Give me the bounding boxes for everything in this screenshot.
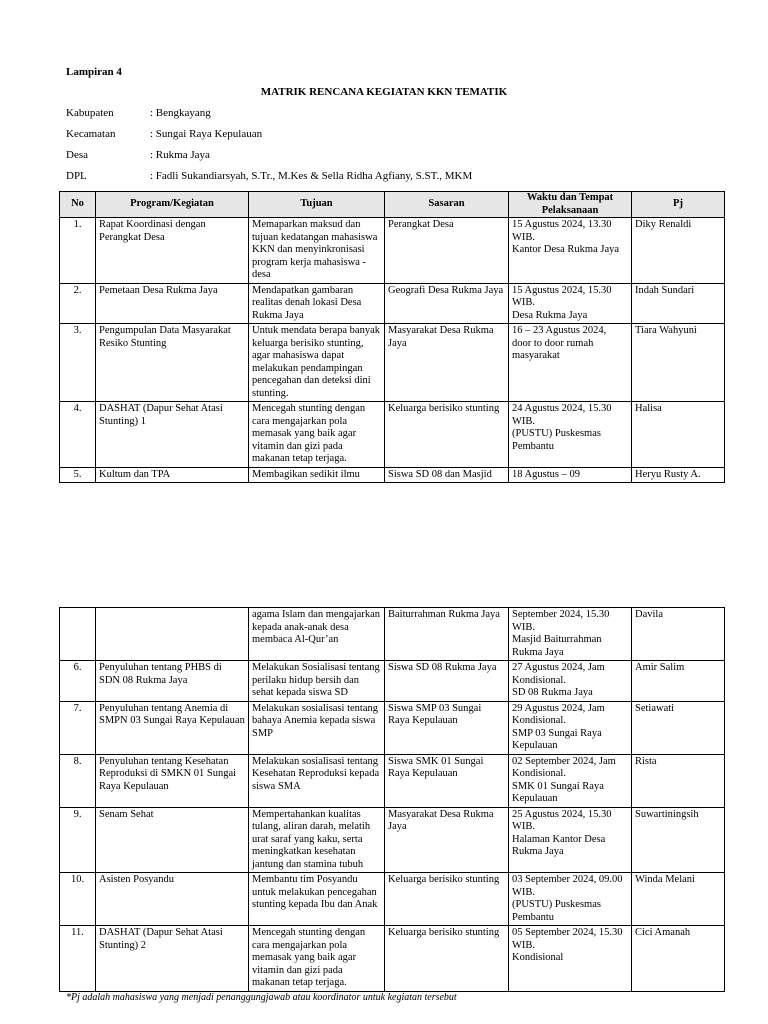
document-title: MATRIK RENCANA KEGIATAN KKN TEMATIK [260,86,508,98]
cell-sasaran: Siswa SMK 01 Sungai Raya Kepulauan [385,754,509,807]
cell-tujuan: Mempertahankan kualitas tulang, aliran darah, melatih urat saraf yang kaku, serta meningkatkan kesehatan jantung dan stamina tubuh [249,807,385,873]
table-row [60,873,725,926]
cell-no: 7. [60,701,96,754]
cell-waktu: 29 Agustus 2024, Jam Kondisional. SMP 03 Sungai Raya Kepulauan [509,701,632,754]
cell-sasaran: Masyarakat Desa Rukma Jaya [385,807,509,873]
cell-program: Rapat Koordinasi dengan Perangkat Desa [96,218,249,284]
cell-program: Penyuluhan tentang PHBS di SDN 08 Rukma Jaya [96,661,249,702]
cell-program: Pengumpulan Data Masyarakat Resiko Stunting [96,324,249,402]
cell-tujuan: Memaparkan maksud dan tujuan kedatangan mahasiswa KKN dan menyinkronisasi program kerja mahasiswa - desa [249,218,385,284]
cell-program: Penyuluhan tentang Anemia di SMPN 03 Sungai Raya Kepulauan [96,701,249,754]
cell-waktu: September 2024, 15.30 WIB. Masjid Baiturrahman Rukma Jaya [509,608,632,661]
meta-kabupaten: Kabupaten : Bengkayang [66,107,211,119]
table-row [60,402,725,468]
header-no: No [60,192,96,218]
cell-tujuan: agama Islam dan mengajarkan kepada anak-anak desa membaca Al-Qur’an [249,608,385,661]
cell-no: 5. [60,467,96,483]
cell-pj: Davila [632,608,725,661]
header-pj: Pj [632,192,725,218]
cell-no [60,608,96,661]
cell-no: 1. [60,218,96,284]
footnote: *Pj adalah mahasiswa yang menjadi penanggungjawab atau koordinator untuk kegiatan tersebut [66,992,457,1003]
cell-no: 6. [60,661,96,702]
cell-waktu: 05 September 2024, 15.30 WIB. Kondisional [509,926,632,992]
cell-no: 9. [60,807,96,873]
cell-pj: Rista [632,754,725,807]
cell-sasaran: Geografi Desa Rukma Jaya [385,283,509,324]
table-row [60,467,725,483]
cell-no: 10. [60,873,96,926]
cell-tujuan: Membantu tim Posyandu untuk melakukan pencegahan stunting kepada Ibu dan Anak [249,873,385,926]
cell-tujuan: Melakukan Sosialisasi tentang perilaku hidup bersih dan sehat kepada siswa SD [249,661,385,702]
cell-sasaran: Perangkat Desa [385,218,509,284]
attachment-label: Lampiran 4 [66,66,122,78]
cell-pj: Indah Sundari [632,283,725,324]
table-row [60,283,725,324]
cell-pj: Winda Melani [632,873,725,926]
cell-waktu: 18 Agustus – 09 [509,467,632,483]
cell-no: 11. [60,926,96,992]
cell-sasaran: Siswa SD 08 dan Masjid [385,467,509,483]
cell-program: Penyuluhan tentang Kesehatan Reproduksi di SMKN 01 Sungai Raya Kepulauan [96,754,249,807]
cell-tujuan: Mencegah stunting dengan cara mengajarkan pola memasak yang baik agar vitamin dan gizi pada makanan tetap terjaga. [249,402,385,468]
cell-waktu: 16 – 23 Agustus 2024, door to door rumah masyarakat [509,324,632,402]
header-sasaran: Sasaran [385,192,509,218]
meta-desa: Desa : Rukma Jaya [66,149,210,161]
table-row [60,661,725,702]
meta-kecamatan: Kecamatan : Sungai Raya Kepulauan [66,128,263,140]
table-row [60,701,725,754]
cell-pj: Cici Amanah [632,926,725,992]
cell-tujuan: Melakukan sosialisasi tentang bahaya Anemia kepada siswa SMP [249,701,385,754]
cell-sasaran: Baiturrahman Rukma Jaya [385,608,509,661]
table-row [60,608,725,661]
cell-sasaran: Keluarga berisiko stunting [385,926,509,992]
cell-no: 2. [60,283,96,324]
activity-table-page2 [59,607,725,992]
header-waktu: Waktu dan Tempat Pelaksanaan [509,192,632,218]
cell-tujuan: Membagikan sedikit ilmu [249,467,385,483]
cell-program: DASHAT (Dapur Sehat Atasi Stunting) 2 [96,926,249,992]
cell-sasaran: Siswa SD 08 Rukma Jaya [385,661,509,702]
cell-waktu: 15 Agustus 2024, 13.30 WIB. Kantor Desa Rukma Jaya [509,218,632,284]
cell-sasaran: Keluarga berisiko stunting [385,402,509,468]
cell-sasaran: Masyarakat Desa Rukma Jaya [385,324,509,402]
cell-program: Pemetaan Desa Rukma Jaya [96,283,249,324]
cell-program [96,608,249,661]
cell-no: 4. [60,402,96,468]
table-row [60,807,725,873]
cell-no: 3. [60,324,96,402]
header-program: Program/Kegiatan [96,192,249,218]
cell-sasaran: Siswa SMP 03 Sungai Raya Kepulauan [385,701,509,754]
cell-program: Kultum dan TPA [96,467,249,483]
cell-pj: Amir Salim [632,661,725,702]
cell-pj: Heryu Rusty A. [632,467,725,483]
table-row [60,926,725,992]
cell-pj: Suwartiningsih [632,807,725,873]
cell-program: Senam Sehat [96,807,249,873]
cell-no: 8. [60,754,96,807]
cell-pj: Diky Renaldi [632,218,725,284]
table-row [60,218,725,284]
table-header-row [60,192,725,218]
cell-pj: Tiara Wahyuni [632,324,725,402]
cell-pj: Halisa [632,402,725,468]
cell-waktu: 24 Agustus 2024, 15.30 WIB. (PUSTU) Puskesmas Pembantu [509,402,632,468]
cell-pj: Setiawati [632,701,725,754]
cell-waktu: 02 September 2024, Jam Kondisional. SMK 01 Sungai Raya Kepulauan [509,754,632,807]
cell-tujuan: Melakukan sosialisasi tentang Kesehatan Reproduksi kepada siswa SMA [249,754,385,807]
cell-program: Asisten Posyandu [96,873,249,926]
table-row [60,754,725,807]
cell-tujuan: Mencegah stunting dengan cara mengajarkan pola memasak yang baik agar vitamin dan gizi pada makanan tetap terjaga. [249,926,385,992]
table-row [60,324,725,402]
header-tujuan: Tujuan [249,192,385,218]
cell-program: DASHAT (Dapur Sehat Atasi Stunting) 1 [96,402,249,468]
meta-dpl: DPL : Fadli Sukandiarsyah, S.Tr., M.Kes & Sella Ridha Agfiany, S.ST., MKM [66,170,473,182]
cell-waktu: 15 Agustus 2024, 15.30 WIB. Desa Rukma Jaya [509,283,632,324]
cell-waktu: 25 Agustus 2024, 15.30 WIB. Halaman Kantor Desa Rukma Jaya [509,807,632,873]
cell-tujuan: Untuk mendata berapa banyak keluarga berisiko stunting, agar mahasiswa dapat melakukan pendampingan pencegahan dan deteksi dini stunting. [249,324,385,402]
cell-sasaran: Keluarga berisiko stunting [385,873,509,926]
cell-waktu: 27 Agustus 2024, Jam Kondisional. SD 08 Rukma Jaya [509,661,632,702]
cell-waktu: 03 September 2024, 09.00 WIB. (PUSTU) Puskesmas Pembantu [509,873,632,926]
activity-table-page1 [59,191,725,483]
cell-tujuan: Mendapatkan gambaran realitas denah lokasi Desa Rukma Jaya [249,283,385,324]
